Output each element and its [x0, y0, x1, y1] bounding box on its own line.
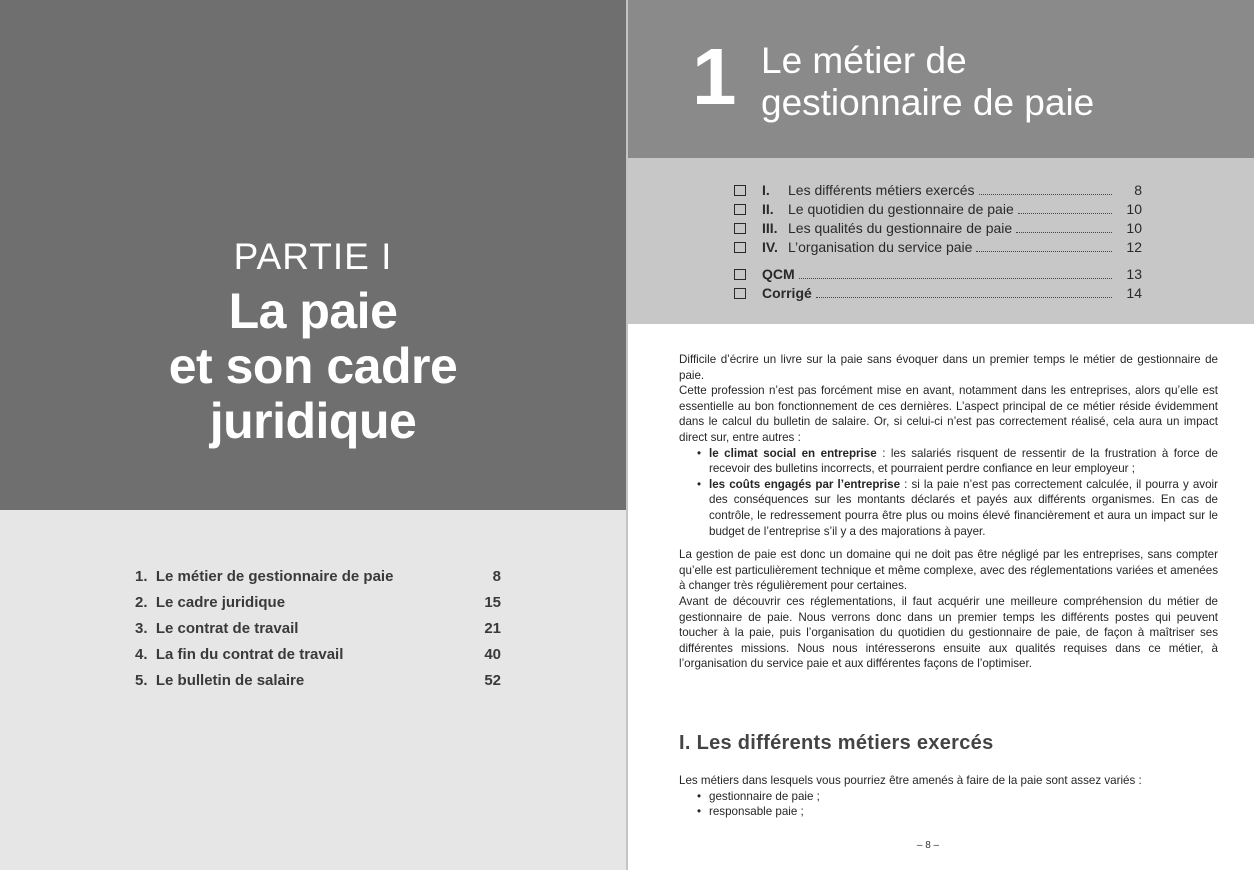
bullet-term: le climat social en entreprise — [709, 446, 877, 460]
part-toc-row[interactable] — [135, 566, 501, 592]
checkbox-icon — [734, 242, 746, 253]
section-heading: I. Les différents métiers exercés — [679, 732, 994, 754]
bullet-list — [697, 446, 1218, 540]
list-item: • responsable paie ; — [697, 804, 1218, 820]
part-toc-page: 40 — [484, 646, 501, 663]
checkbox-icon — [734, 269, 746, 280]
dot-leader — [1018, 213, 1112, 214]
part-toc-label: Le contrat de travail — [155, 620, 299, 637]
part-toc-label: Le bulletin de salaire — [155, 672, 305, 689]
chapter-body — [679, 352, 1218, 672]
chapter-title — [761, 40, 1094, 124]
paragraph: Cette profession n’est pas forcément mise en avant, notamment dans les entreprises, alors qu’elle est essentielle au bon fonctionnement de ces dernières. L’aspect principal de ce métier réside évidemment dans le calcul du bulletin de salaire. Or, si celui-ci n’est pas correctement réalisé, cela aura un impact direct sur, entre autres : — [679, 384, 1218, 444]
section-body — [679, 773, 1218, 820]
right-page — [628, 0, 1254, 870]
list-item: • gestionnaire de paie ; — [697, 789, 1218, 805]
chapter-title-line: Le métier de — [761, 40, 967, 81]
part-toc — [135, 566, 501, 696]
chapter-toc-page: 8 — [1134, 182, 1142, 198]
part-toc-label: Le cadre juridique — [155, 594, 286, 611]
part-toc-label: Le métier de gestionnaire de paie — [155, 568, 394, 585]
part-toc-num: 1. — [135, 568, 148, 585]
chapter-toc-label: L’organisation du service paie — [788, 239, 973, 255]
part-toc-page: 52 — [484, 672, 501, 689]
part-toc-page: 8 — [492, 568, 501, 585]
bullet-text: : les salariés risquent de ressentir de la frustration à force de recevoir des bulletins incorrects, et pourraient perdre confiance en leur employeur ; — [709, 446, 1218, 476]
chapter-number: 1 — [692, 32, 737, 121]
list-item — [697, 446, 1218, 477]
chapter-toc — [734, 182, 1142, 304]
chapter-toc-page: 10 — [1126, 220, 1142, 236]
chapter-toc-page: 13 — [1126, 266, 1142, 282]
part-toc-entry — [135, 618, 298, 644]
chapter-toc-row[interactable] — [734, 182, 1142, 201]
bullet-list — [697, 789, 1218, 820]
chapter-toc-row[interactable] — [734, 220, 1142, 239]
chapter-toc-label: Le quotidien du gestionnaire de paie — [788, 201, 1014, 217]
checkbox-icon — [734, 204, 746, 215]
part-toc-row[interactable] — [135, 592, 501, 618]
part-toc-num: 2. — [135, 594, 148, 611]
dot-leader — [976, 251, 1112, 252]
part-title-line: juridique — [209, 393, 417, 449]
chapter-toc-label: Corrigé — [762, 285, 812, 301]
part-toc-row[interactable] — [135, 670, 501, 696]
chapter-toc-page: 14 — [1126, 285, 1142, 301]
chapter-toc-page: 10 — [1126, 201, 1142, 217]
part-toc-row[interactable] — [135, 644, 501, 670]
paragraph: Avant de découvrir ces réglementations, il faut acquérir une meilleure compréhension du métier de gestionnaire de paie. Nous verrons donc dans un premier temps les différents postes qui peuvent toucher à la paie, puis l’organisation du quotidien du gestionnaire de paie, de façon à maîtriser ses différentes missions. Nous nous intéresserons ensuite aux qualités requises dans ce métier, à l’organisation du service paie et aux différentes façons de l’optimiser. — [679, 594, 1218, 671]
chapter-toc-label: Les qualités du gestionnaire de paie — [788, 220, 1013, 236]
paragraph: Les métiers dans lesquels vous pourriez être amenés à faire de la paie sont assez variés : — [679, 774, 1142, 787]
chapter-toc-row[interactable] — [734, 201, 1142, 220]
dot-leader — [799, 278, 1112, 279]
chapter-toc-num: III. — [762, 220, 778, 236]
part-toc-label: La fin du contrat de travail — [155, 646, 344, 663]
chapter-toc-num: IV. — [762, 239, 778, 255]
checkbox-icon — [734, 185, 746, 196]
chapter-header — [628, 0, 1254, 158]
bullet-term: les coûts engagés par l’entreprise — [709, 477, 901, 491]
bullet-text: : si la paie n’est pas correctement calculée, il pourra y avoir des conséquences sur les montants déclarés et payés aux différents organismes. En cas de contrôle, le redressement pourra être plus ou moins élevé financièrement et aura un impact sur le budget de l’entreprise s’il y a des majorations à payer. — [709, 477, 1218, 538]
paragraph: Difficile d’écrire un livre sur la paie sans évoquer dans un premier temps le métier de gestionnaire de paie. — [679, 353, 1218, 382]
part-title — [0, 284, 626, 449]
checkbox-icon — [734, 223, 746, 234]
dot-leader — [816, 297, 1112, 298]
checkbox-icon — [734, 288, 746, 299]
page-number: – 8 – — [916, 840, 940, 851]
part-toc-page: 21 — [484, 620, 501, 637]
part-toc-entry — [135, 644, 343, 670]
part-title-line: et son cadre — [168, 338, 458, 394]
part-toc-entry — [135, 566, 393, 592]
chapter-toc-panel — [628, 158, 1254, 324]
part-toc-row[interactable] — [135, 618, 501, 644]
chapter-toc-num: I. — [762, 182, 770, 198]
part-toc-num: 5. — [135, 672, 148, 689]
dot-leader — [1016, 232, 1112, 233]
chapter-toc-label: QCM — [762, 266, 795, 282]
chapter-title-line: gestionnaire de paie — [761, 82, 1095, 123]
part-toc-page: 15 — [484, 594, 501, 611]
part-label: PARTIE I — [233, 236, 393, 277]
dot-leader — [979, 194, 1113, 195]
chapter-toc-row[interactable] — [734, 266, 1142, 285]
part-toc-num: 4. — [135, 646, 148, 663]
chapter-toc-label: Les différents métiers exercés — [788, 182, 975, 198]
part-toc-entry — [135, 592, 285, 618]
list-item — [697, 477, 1218, 539]
part-toc-num: 3. — [135, 620, 148, 637]
part-title-panel — [0, 0, 626, 510]
part-toc-entry — [135, 670, 304, 696]
paragraph: La gestion de paie est donc un domaine qui ne doit pas être négligé par les entreprises, sans compter qu’elle est particulièrement technique et même complexe, avec des réglementations variées et amenées à changer très régulièrement pour certaines. — [679, 548, 1218, 593]
chapter-toc-row[interactable] — [734, 239, 1142, 258]
left-page — [0, 0, 626, 870]
chapter-toc-page: 12 — [1126, 239, 1142, 255]
chapter-toc-num: II. — [762, 201, 774, 217]
part-title-line: La paie — [228, 283, 398, 339]
chapter-toc-row[interactable] — [734, 285, 1142, 304]
